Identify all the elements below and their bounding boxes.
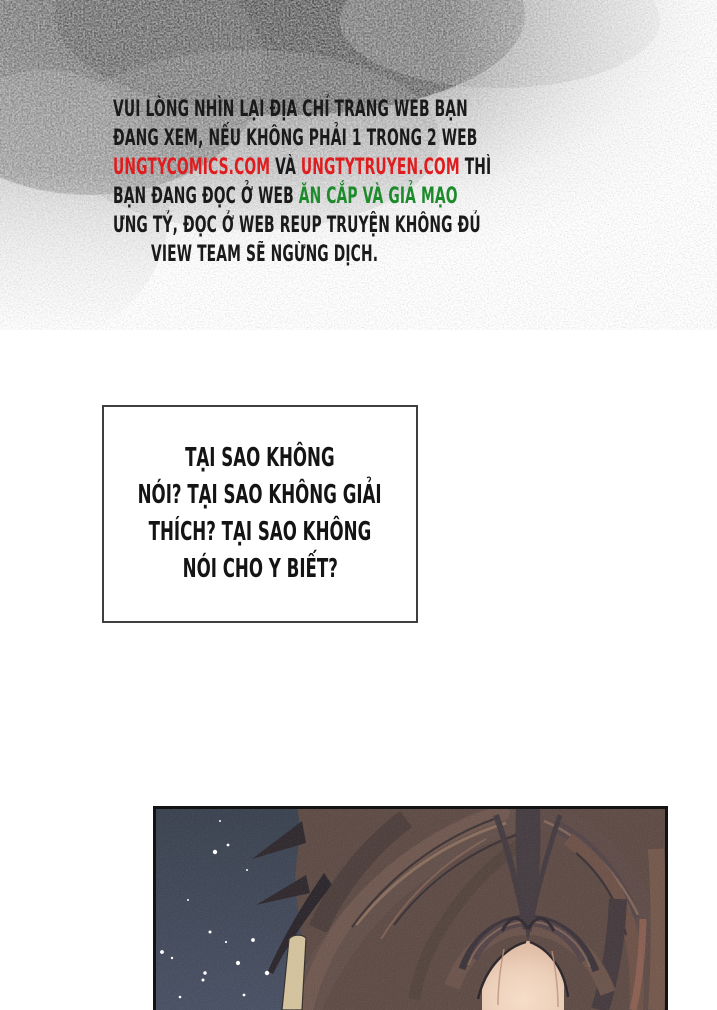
notice-line-6 [151, 240, 505, 269]
site-url-ungtycomics: UNGTYCOMICS.COM [113, 155, 271, 180]
notice-text: VIEW TEAM SẼ NGỪNG DỊCH. [151, 242, 379, 267]
notice-line-4 [113, 182, 491, 211]
speech-bubble [102, 405, 418, 623]
notice-text: ĐANG XEM, NẾU KHÔNG PHẢI 1 TRONG 2 WEB [113, 126, 478, 151]
speech-line-1: TẠI SAO KHÔNG [185, 443, 335, 473]
notice-line-3 [113, 153, 491, 182]
site-url-ungtytruyen: UNGTYTRUYEN.COM [300, 155, 460, 180]
notice-line-2 [113, 124, 491, 153]
speech-line-2: NÓI? TẠI SAO KHÔNG GIẢI [138, 480, 383, 510]
notice-text: THÌ [459, 155, 492, 180]
notice-line-1 [113, 95, 491, 124]
panel-grain [156, 809, 665, 1010]
anti-piracy-notice [113, 95, 713, 269]
notice-text: VÀ [270, 155, 301, 180]
fake-site-warning: ĂN CẮP VÀ GIẢ MẠO [298, 184, 458, 209]
notice-text: VUI LÒNG NHÌN LẠI ĐỊA CHỈ TRANG WEB BẠN [113, 97, 468, 122]
speech-line-3: THÍCH? TẠI SAO KHÔNG [148, 517, 372, 547]
character-hair-illustration [156, 809, 665, 1010]
speech-line-4: NÓI CHO Y BIẾT? [182, 554, 338, 584]
notice-text: BẠN ĐANG ĐỌC Ở WEB [113, 184, 299, 209]
comic-panel [153, 806, 668, 1010]
notice-line-5 [113, 211, 491, 240]
notice-text: ƯNG TỶ, ĐỌC Ở WEB REUP TRUYỆN KHÔNG ĐỦ [113, 213, 481, 238]
